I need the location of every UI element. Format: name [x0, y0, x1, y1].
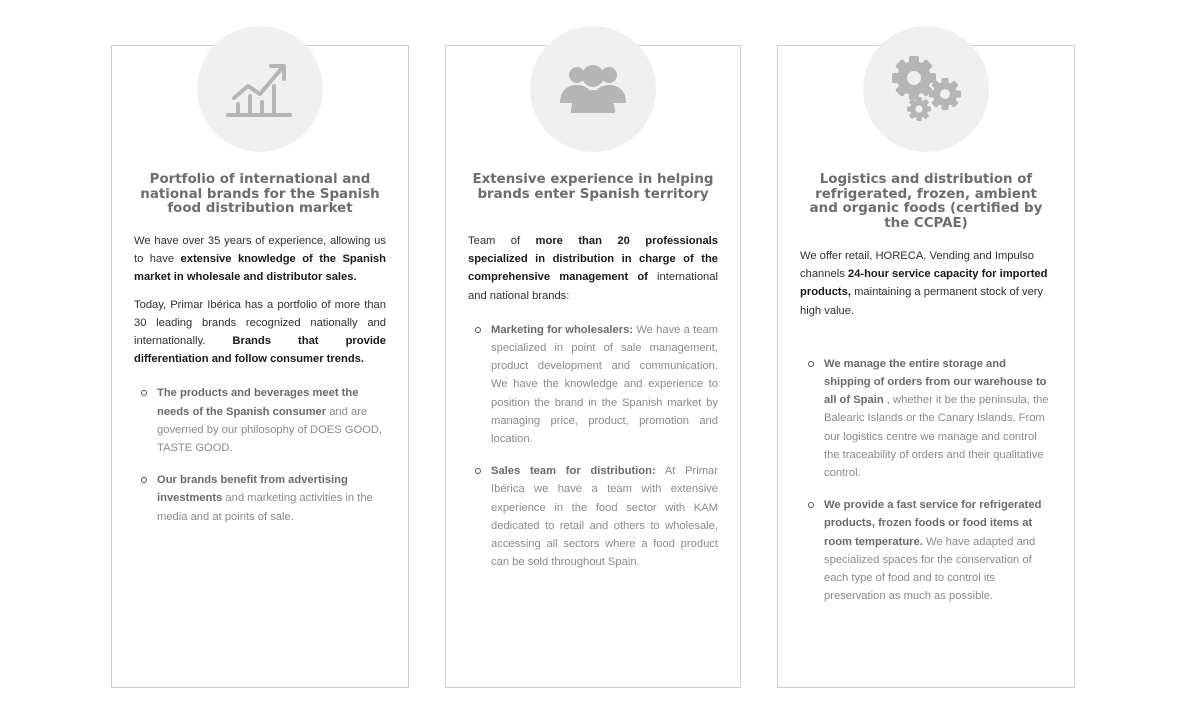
card-body [134, 232, 386, 540]
paragraph: Team of more than 20 professionals specialized in distribution in charge of the comprehensive management of international and national brands: [468, 235, 718, 302]
card-title: Logistics and distribution of refrigerated, frozen, ambient and organic foods (certified by the CCPAE) [809, 172, 1043, 231]
list-item: Our brands benefit from advertising investments and marketing activities in the media and at points of sale. [157, 471, 386, 526]
paragraph: Today, Primar Ibérica has a portfolio of more than 30 leading brands recognized nationally and internationally. Brands that provide differentiation and follow consumer trends. [134, 298, 386, 366]
card-title: Portfolio of international and national brands for the Spanish food distribution market [140, 172, 380, 217]
list-item: Marketing for wholesalers: We have a team specialized in point of sale management, product development and communication. We have the knowledge and experience to position the brand in the Spanish market by managing price, product, promotion and location. [491, 321, 718, 448]
list-item: We provide a fast service for refrigerated products, frozen foods or food items at room temperature. We have adapted and specialized spaces for the conservation of each type of food and to control its preservation as much as possible. [824, 496, 1054, 605]
icon-circle [197, 26, 323, 152]
icon-circle [863, 26, 989, 152]
paragraph: We offer retail, HORECA, Vending and Impulso channels 24-hour service capacity for imported products, maintaining a permanent stock of very high value. [800, 250, 1048, 317]
growth-chart-icon [224, 58, 296, 120]
list-item: We manage the entire storage and shipping of orders from our warehouse to all of Spain , whether it be the peninsula, the Balearic Islands or the Canary Islands. From our logistics centre we manage and control the traceability of orders and their qualitative control. [824, 355, 1054, 482]
list-item: The products and beverages meet the needs of the Spanish consumer and are governed by our philosophy of DOES GOOD, TASTE GOOD. [157, 384, 386, 457]
list-item: Sales team for distribution: At Primar Ibérica we have a team with extensive experience in the food sector with KAM dedicated to retail and others to wholesale, accessing all sectors where a food product can be sold throughout Spain. [491, 462, 718, 571]
icon-circle [530, 26, 656, 152]
card-title: Extensive experience in helping brands enter Spanish territory [472, 172, 714, 202]
experience-card [445, 45, 741, 688]
bullet-list [134, 384, 386, 525]
gears-icon [888, 54, 964, 124]
card-body [800, 247, 1054, 619]
paragraph: We have over 35 years of experience, allowing us to have extensive knowledge of the Spanish market in wholesale and distributor sales. [134, 235, 386, 284]
bullet-list [468, 321, 718, 572]
logistics-card [777, 45, 1075, 688]
portfolio-card [111, 45, 409, 688]
bullet-list [800, 355, 1054, 606]
team-icon [557, 61, 629, 117]
card-body [468, 232, 718, 585]
